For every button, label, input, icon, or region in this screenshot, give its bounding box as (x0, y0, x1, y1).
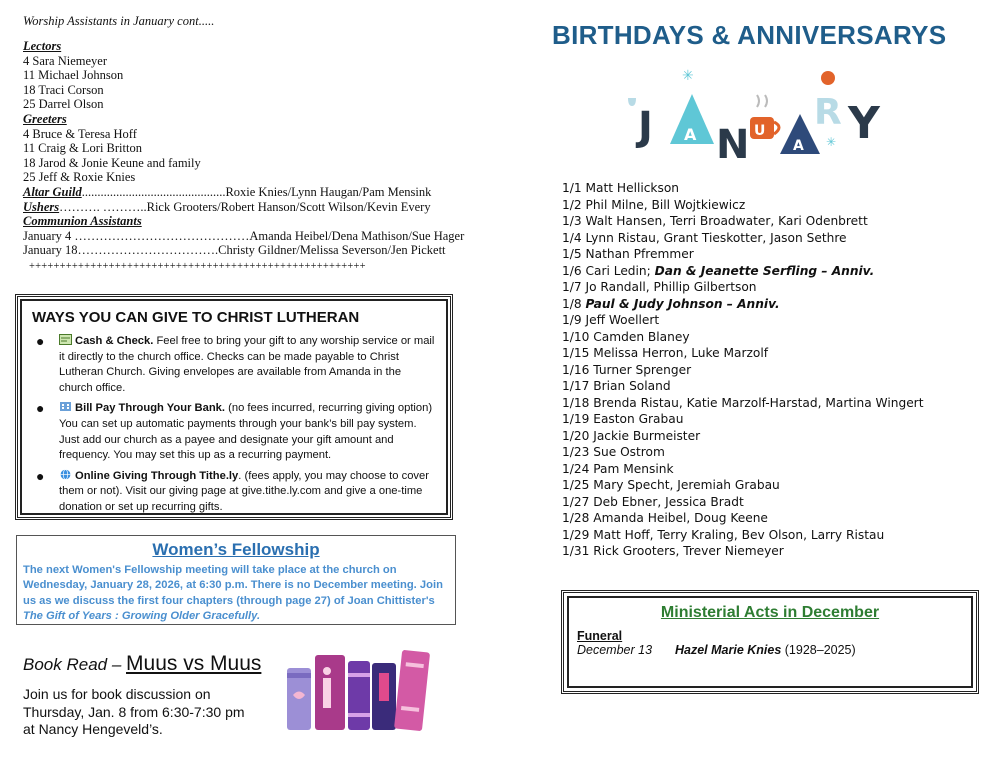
altar-guild-text: ..............................................Roxie Knies/Lynn Haugan/Pam Mensink (81, 184, 432, 199)
womens-fellowship-book: The Gift of Years : Growing Older Gracefully. (23, 610, 261, 623)
birthday-text: 1/23 Sue Ostrom (562, 445, 665, 459)
giving-option (32, 469, 436, 516)
altar-guild-label: Altar Guild (23, 184, 82, 199)
birthday-text: 1/7 Jo Randall, Phillip Gilbertson (562, 280, 757, 294)
birthday-text: 1/5 Nathan Pfremmer (562, 247, 694, 261)
womens-fellowship-title: Women’s Fellowship (152, 540, 320, 559)
giving-option-text: (no fees incurred, recurring giving option) You can set up automatic payments through your bank’s bill pay system. Just add our church as a payee and designate your gift amount and frequency. You may set this up as a recurring payment. (59, 402, 433, 462)
womens-fellowship-body: The next Women's Fellowship meeting will take place at the church on Wednesday, January 28, 2026, at 6:30 p.m. There is no December meeting. Join us as we discuss the first four chapters (through page 27) of Joan Chittister's (23, 564, 443, 607)
book-read-line1: Join us for book discussion on (23, 686, 211, 702)
birthday-text: 1/17 Brian Soland (562, 379, 671, 393)
communion-list (23, 228, 465, 258)
anniversary-text: Dan & Jeanette Serfling – Anniv. (654, 263, 875, 278)
giving-option-text: . (fees apply, you may choose to cover them or not). Visit our giving page at give.tithe.ly.com and give a one-time donation or set up recurring gifts. (59, 469, 429, 513)
birthday-entry (562, 263, 982, 280)
communion-item: January 18…………………………….Christy Gildner/Melissa Severson/Jen Pickett (23, 243, 446, 258)
ushers-label: Ushers (23, 199, 60, 214)
check-icon (59, 335, 75, 347)
birthday-text: 1/2 Phil Milne, Bill Wojtkiewicz (562, 197, 746, 212)
book-read-line3: at Nancy Hengeveld’s. (23, 721, 163, 737)
birthday-text: 1/25 Mary Specht, Jeremiah Grabau (562, 478, 780, 492)
birthday-entry (562, 246, 982, 263)
books-illustration (282, 643, 432, 733)
womens-fellowship-box (16, 535, 456, 625)
giving-option (32, 334, 436, 396)
birthday-entry (562, 428, 982, 445)
bullet-icon: ● (36, 467, 45, 484)
book-read-line2: Thursday, Jan. 8 from 6:30-7:30 pm (23, 703, 245, 720)
birthday-entry (562, 279, 982, 296)
birthday-entry (562, 527, 982, 544)
globe-icon (59, 470, 75, 482)
birthday-text: 1/18 Brenda Ristau, Katie Marzolf-Harstad, Martina Wingert (562, 395, 924, 410)
birthday-text: 1/27 Deb Ebner, Jessica Bradt (562, 494, 744, 509)
birthday-text: 1/29 Matt Hoff, Terry Kraling, Bev Olson, Larry Ristau (562, 527, 885, 542)
ways-to-give-box (15, 294, 453, 520)
birthday-text: 1/15 Melissa Herron, Luke Marzolf (562, 346, 769, 360)
womens-fellowship-text (23, 563, 449, 625)
bank-icon (59, 402, 75, 414)
birthday-list (562, 180, 982, 560)
birthday-entry (562, 510, 982, 527)
ways-title: WAYS YOU CAN GIVE TO CHRIST LUTHERAN (32, 309, 360, 326)
communion-item: January 4 ……………………………………Amanda Heibel/Dena Mathison/Sue Hager (23, 228, 465, 243)
greeters-list (23, 127, 453, 185)
birthday-text: 1/6 Cari Ledin; (562, 263, 655, 278)
greeter-item: 11 Craig & Lori Britton (23, 141, 142, 156)
funeral-date: December 13 (577, 643, 653, 657)
communion-label: Communion Assistants (23, 214, 142, 229)
lector-item: 25 Darrel Olson (23, 97, 104, 112)
bullet-icon: ● (36, 400, 45, 417)
greeter-item: 4 Bruce & Teresa Hoff (23, 126, 137, 141)
snowflake-icon: ✳ (682, 68, 694, 84)
birthday-text: 1/19 Easton Grabau (562, 412, 684, 426)
art-letter-r: R (814, 92, 842, 133)
ushers-row (23, 200, 453, 215)
art-letter-y: Y (848, 98, 880, 149)
birthday-text: 1/28 Amanda Heibel, Doug Keene (562, 511, 768, 525)
lector-item: 11 Michael Johnson (23, 68, 124, 83)
art-letter-a1: A (684, 125, 697, 144)
birthday-entry (562, 411, 982, 428)
giving-option (32, 401, 436, 463)
worship-assistants (23, 14, 465, 272)
birthday-entry (562, 543, 982, 560)
birthday-entry (562, 312, 982, 329)
lectors-list (23, 54, 453, 112)
ushers-text: ………. ………..Rick Grooters/Robert Hanson/Scott Wilson/Kevin Every (59, 199, 431, 214)
funeral-label: Funeral (577, 629, 623, 643)
birthdays-title: BIRTHDAYS & ANNIVERSARYS (552, 20, 947, 50)
birthday-entry (562, 444, 982, 461)
altar-guild-row (23, 185, 453, 200)
birthday-text: 1/20 Jackie Burmeister (562, 428, 701, 443)
giving-option-label: Online Giving Through Tithe.ly (75, 469, 239, 482)
snowflake-icon: ✳ (826, 135, 837, 149)
book-read-heading (23, 652, 261, 676)
lectors-label: Lectors (23, 39, 62, 53)
birthday-entry (562, 494, 982, 511)
greeter-item: 25 Jeff & Roxie Knies (23, 170, 136, 185)
anniversary-text: Paul & Judy Johnson – Anniv. (585, 296, 780, 311)
art-letter-n: N (716, 122, 750, 162)
birthday-entry (562, 345, 982, 362)
birthday-text: 1/10 Camden Blaney (562, 329, 690, 344)
funeral-years: (1928–2025) (781, 643, 856, 657)
birthday-text: 1/8 (562, 296, 586, 311)
ministerial-acts-title: Ministerial Acts in December (660, 604, 880, 621)
book-read-prefix: Book Read – (23, 655, 127, 674)
giving-option-label: Bill Pay Through Your Bank. (75, 402, 226, 415)
birthday-text: 1/1 Matt Hellickson (562, 181, 680, 195)
birthday-entry (562, 362, 982, 379)
january-artwork (620, 62, 890, 162)
book-read-title: Muus vs Muus (126, 652, 262, 675)
separator-line: +++++++++++++++++++++++++++++++++++++++++++++++++++++++ (29, 260, 366, 272)
lector-item: 18 Traci Corson (23, 82, 104, 97)
birthday-text: 1/24 Pam Mensink (562, 461, 674, 476)
birthday-entry (562, 477, 982, 494)
birthday-entry (562, 197, 982, 214)
birthday-entry (562, 378, 982, 395)
birthday-text: 1/9 Jeff Woellert (562, 313, 660, 327)
birthday-text: 1/31 Rick Grooters, Trever Niemeyer (562, 544, 784, 558)
funeral-name: Hazel Marie Knies (675, 643, 782, 657)
funeral-row (577, 643, 963, 657)
worship-heading: Worship Assistants in January cont..... (23, 14, 215, 28)
book-read-text (23, 686, 245, 739)
birthday-entry (562, 213, 982, 230)
birthday-entry (562, 296, 982, 313)
birthday-text: 1/16 Turner Sprenger (562, 362, 692, 377)
greeter-item: 18 Jarod & Jonie Keune and family (23, 155, 201, 170)
birthday-entry (562, 180, 982, 197)
birthday-entry (562, 329, 982, 346)
birthday-text: 1/3 Walt Hansen, Terri Broadwater, Kari Odenbrett (562, 214, 868, 228)
ministerial-acts-box (561, 590, 979, 694)
birthday-entry (562, 395, 982, 412)
giving-option-text: Feel free to bring your gift to any worship service or mail it directly to the church office. Checks can be made payable to Christ Lutheran Church. Giving envelopes are available from Amanda in the church office. (59, 335, 435, 394)
greeters-label: Greeters (23, 111, 67, 126)
art-letter-u: U (754, 123, 766, 139)
birthday-entry (562, 461, 982, 478)
art-letter-a2: A (793, 138, 804, 154)
art-letter-j: J (638, 104, 653, 150)
giving-option-label: Cash & Check. (75, 335, 154, 347)
lector-item: 4 Sara Niemeyer (23, 53, 107, 68)
bullet-icon: ● (36, 333, 45, 349)
ways-list (32, 334, 436, 516)
birthday-entry (562, 230, 982, 247)
birthday-text: 1/4 Lynn Ristau, Grant Tieskotter, Jason Sethre (562, 230, 847, 245)
